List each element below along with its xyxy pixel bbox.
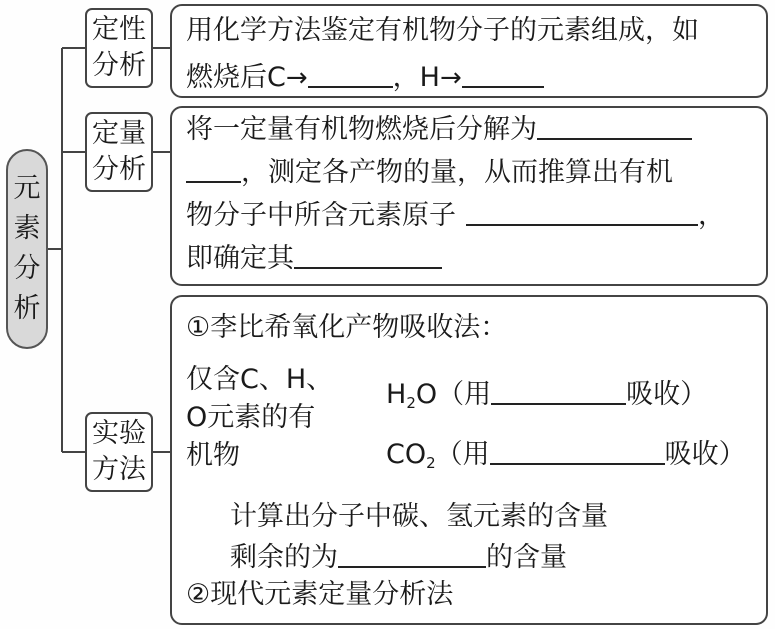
quantitative-text-3: 物分子中所含元素原子: [186, 200, 456, 231]
h2o-pre-text: （用: [437, 379, 492, 410]
blank-empirical-formula[interactable]: [294, 235, 442, 269]
arrow-icon: →: [439, 63, 462, 93]
quantitative-line-1: [186, 106, 758, 149]
method-1-title: ①李比希氧化产物吸收法：: [186, 312, 508, 343]
root-char-4: 析: [13, 293, 41, 324]
qualitative-content-box: [170, 4, 768, 98]
blank-atom-ratio[interactable]: [466, 192, 698, 226]
co2-absorption-line: [386, 431, 746, 480]
quantitative-line-3: [186, 192, 758, 235]
blank-h2o-absorbent[interactable]: [491, 371, 626, 405]
experimental-content-box: [170, 295, 768, 625]
category-qualitative: [85, 8, 153, 88]
co2-post-text: 吸收）: [664, 439, 746, 470]
qualitative-carbon-text: 燃烧后C: [186, 62, 286, 93]
quantitative-content-box: [170, 106, 768, 286]
h2o-post-text: 吸收）: [626, 379, 708, 410]
quantitative-comma: ，: [698, 200, 725, 231]
result-line-2: [230, 534, 567, 575]
root-node-element-analysis: [6, 149, 48, 349]
root-char-1: 元: [13, 173, 41, 204]
root-char-3: 分: [13, 253, 41, 284]
quantitative-text-4: 即确定其: [186, 243, 294, 274]
qualitative-line-1: 用化学方法鉴定有机物分子的元素组成，如: [186, 15, 699, 46]
quantitative-text-1: 将一定量有机物燃烧后分解为: [186, 114, 537, 145]
blank-decomposition-products[interactable]: [537, 106, 692, 140]
h2o-absorption-line: [386, 371, 707, 420]
root-char-2: 素: [13, 213, 41, 244]
method-2-title: ②现代元素定量分析法: [186, 579, 454, 610]
quantitative-text-2: ，测定各产物的量，从而推算出有机: [241, 157, 673, 188]
co2-formula: $CO_2$: [386, 439, 436, 472]
quantitative-line-4: [186, 235, 758, 278]
blank-co2-absorbent[interactable]: [490, 431, 665, 465]
category-quantitative-line2: 分析: [92, 154, 146, 185]
category-qualitative-line1: 定性: [92, 14, 146, 45]
blank-hydrogen-product[interactable]: [462, 54, 544, 88]
category-quantitative-line1: 定量: [92, 118, 146, 149]
quantitative-line-2: [186, 149, 758, 192]
result-2-suffix: 的含量: [486, 542, 567, 573]
condition-line-3: 机物: [186, 440, 240, 471]
blank-decomposition-products-cont[interactable]: [186, 149, 241, 183]
category-experimental-line1: 实验: [92, 418, 146, 449]
condition-line-2: O元素的有: [186, 402, 316, 433]
category-experimental-line2: 方法: [92, 454, 146, 485]
qualitative-line-2: [186, 54, 758, 100]
co2-pre-text: （用: [435, 439, 490, 470]
category-qualitative-line2: 分析: [92, 50, 146, 81]
arrow-icon: →: [285, 63, 308, 93]
blank-carbon-product[interactable]: [308, 54, 393, 88]
category-experimental: [85, 412, 153, 492]
qualitative-hydrogen-text: ，H: [392, 62, 440, 93]
condition-line-1: 仅含C、H、: [186, 364, 334, 395]
h2o-formula: $H_2O$: [386, 379, 438, 412]
result-2-prefix: 剩余的为: [230, 542, 338, 573]
category-quantitative: [85, 112, 153, 192]
result-line-1: 计算出分子中碳、氢元素的含量: [230, 501, 608, 532]
blank-remaining-element[interactable]: [338, 534, 486, 568]
